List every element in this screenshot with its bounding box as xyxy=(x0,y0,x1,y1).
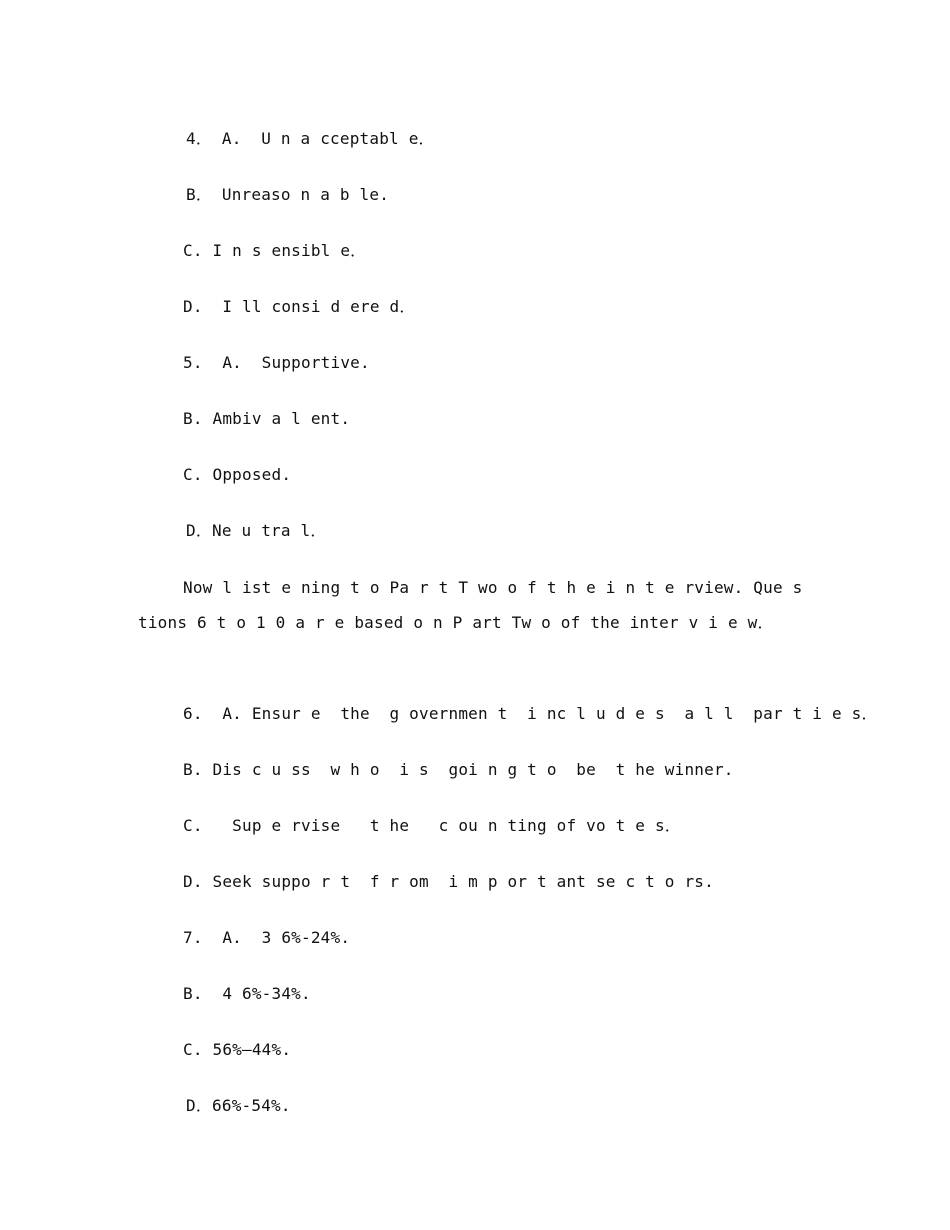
part-two-instruction xyxy=(138,570,818,640)
q7-option-c: C. 56%—44%. xyxy=(183,1040,292,1059)
q6-option-b: B. Dis c u ss w h o i s goi n g t o be t he winner. xyxy=(183,760,734,779)
q4-option-d: D. I ll consi d ere d． xyxy=(183,297,416,316)
q6-option-d: D. Seek suppo r t f r om i m p or t ant se c t o rs. xyxy=(183,872,714,891)
q7-option-b: B. 4 6%-34%. xyxy=(183,984,311,1003)
q7-option-a: 7. A. 3 6%-24%. xyxy=(183,928,351,947)
q4-option-a: 4． A. U n a cceptabl e． xyxy=(186,129,435,148)
q5-option-d: D．Ne u tra l． xyxy=(186,521,327,540)
q6-option-c: C. Sup e rvise t he c ou n ting of vo t e s． xyxy=(183,816,682,835)
q5-option-a: 5. A. Supportive. xyxy=(183,353,370,372)
q5-option-b: B. Ambiv a l ent. xyxy=(183,409,351,428)
q5-option-c: C. Opposed. xyxy=(183,465,292,484)
q6-option-a: 6. A. Ensur e the g overnmen t i nc l u d e s a l l par t i e s． xyxy=(183,704,878,723)
q4-option-c: C. I n s ensibl e． xyxy=(183,241,367,260)
part-two-instruction-text: Now l ist e ning t o Pa r t T wo o f t h e i n t e rview. Que s tions 6 t o 1 0 a r e based o n P art Tw o of the inter v i e w． xyxy=(138,578,803,632)
q4-option-b: B． Unreaso n a b le. xyxy=(186,185,390,204)
q7-option-d: D．66%-54%. xyxy=(186,1096,291,1115)
